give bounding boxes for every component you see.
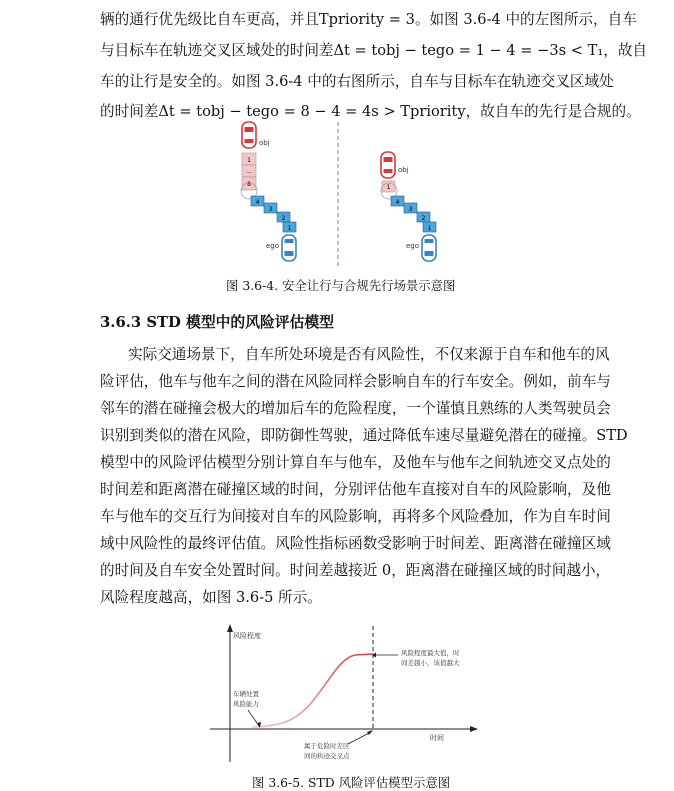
text-line: 的时间及自车安全处置时间。时间差越接近 0，距离潜在碰撞区域的时间越小， xyxy=(100,562,611,579)
annotation-bottom-line: 属于危险时差区 xyxy=(304,742,350,750)
ego-car-icon xyxy=(282,235,296,261)
text-line: 实际交通场景下，自车所处环境是否有风险性，不仅来源于自车和他车的风 xyxy=(128,346,610,363)
x-axis-label: 时间 xyxy=(430,734,444,742)
ego-label: ego xyxy=(266,242,280,250)
text-line: 险评估，他车与他车之间的潜在风险同样会影响自车的行车安全。例如，前车与 xyxy=(100,373,611,390)
ego-cell-label: 2 xyxy=(281,215,286,222)
obj-label: obj xyxy=(398,166,409,174)
annotation-left-line: 车辆处置 xyxy=(233,690,259,698)
text-line: 域中风险性的最终评估值。风险性指标函数受影响于时间差、距离潜在碰撞区域 xyxy=(100,535,611,552)
risk-curve xyxy=(252,654,373,727)
annotation-arrow xyxy=(248,710,259,726)
text-line: 风险程度越高，如图 3.6-5 所示。 xyxy=(100,589,322,606)
y-axis-arrow xyxy=(227,624,233,632)
ego-cell-label: 4 xyxy=(255,199,260,206)
y-axis-label: 风险程度 xyxy=(233,632,261,640)
text-line: 模型中的风险评估模型分别计算自车与他车，及他车与他车之间轨迹交叉点处的 xyxy=(100,454,611,471)
text-line: 与目标车在轨迹交叉区域处的时间差Δt = t​obj − t​ego = 1 − 4 = −3s < T₁，故自 xyxy=(100,42,648,59)
annotation-arrow xyxy=(348,732,371,744)
obj-cell-label: ... xyxy=(246,168,252,175)
obj-car-icon xyxy=(381,152,395,178)
figure-risk-curve xyxy=(200,622,480,772)
text-line: 辆的通行优先级比自车更高，并且T​priority = 3。如图 3.6-4 中的左图所示，自车 xyxy=(100,11,637,28)
ego-cell-label: 4 xyxy=(395,199,400,206)
text-line: 时间差和距离潜在碰撞区域的时间，分别评估他车直接对自车的风险影响，及他 xyxy=(100,481,611,498)
annotation-bottom-line: 间的轨迹交叉点 xyxy=(304,752,350,760)
right-scenario xyxy=(381,152,436,261)
text-line: 车与他车的交互行为间接对自车的风险影响，再将多个风险叠加，作为自车时间 xyxy=(100,508,611,525)
ego-cell-label: 3 xyxy=(408,206,413,213)
annotation-top-line: 间差越小，该值越大 xyxy=(401,659,460,667)
ego-car-icon xyxy=(422,235,436,261)
obj-cell-label: 1 xyxy=(386,184,391,191)
figure-caption: 图 3.6-4. 安全让行与合规先行场景示意图 xyxy=(226,278,456,293)
annotation-top-line: 风险程度最大值，时 xyxy=(401,649,460,657)
figure-caption: 图 3.6-5. STD 风险评估模型示意图 xyxy=(252,775,451,790)
obj-label: obj xyxy=(259,139,270,147)
ego-cell-label: 2 xyxy=(421,215,426,222)
text-line: 车的让行是安全的。如图 3.6-4 中的右图所示，自车与目标车在轨迹交叉区域处 xyxy=(100,73,614,90)
text-line: 的时间差Δt = t​obj − t​ego = 8 − 4 = 4s > T​priority，故自车的先行是合规的。 xyxy=(100,103,641,120)
text-line: 识别到类似的潜在风险，即防御性驾驶，通过降低车速尽量避免潜在的碰撞。STD xyxy=(100,427,628,444)
ego-cell-label: 1 xyxy=(287,225,292,232)
section-heading: 3.6.3 STD 模型中的风险评估模型 xyxy=(100,314,334,331)
obj-cell-label: 8 xyxy=(247,181,251,188)
figure-intersection-scenarios xyxy=(220,118,460,268)
left-scenario xyxy=(241,122,296,261)
ego-cell-label: 1 xyxy=(427,225,432,232)
x-axis-arrow xyxy=(470,726,478,732)
obj-cell-label: 1 xyxy=(247,157,251,164)
text-line: 邻车的潜在碰撞会极大的增加后车的危险程度，一个谨慎且熟练的人类驾驶员会 xyxy=(100,400,611,417)
ego-label: ego xyxy=(406,242,420,250)
obj-car-icon xyxy=(242,122,256,148)
ego-cell-label: 3 xyxy=(268,206,273,213)
annotation-left-line: 风险能力 xyxy=(233,700,259,708)
